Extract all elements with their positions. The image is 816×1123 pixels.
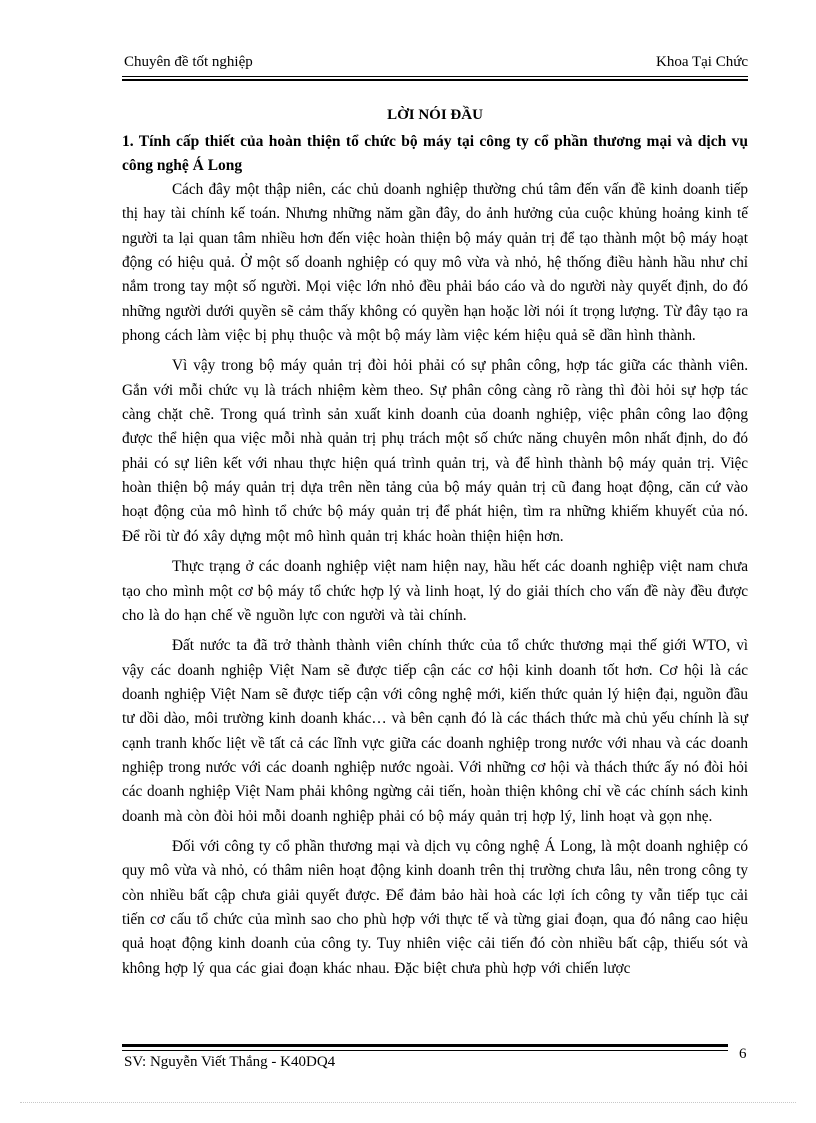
paragraph: Đối với công ty cổ phần thương mại và dịch vụ công nghệ Á Long, là một doanh nghiệp có quy mô vừa và nhỏ, có thâm niên hoạt động kinh doanh trên thị trường chưa lâu, nên trong công ty còn nhiều bất cập chưa giải quyết được. Để đảm bảo hài hoà các lợi ích công ty vẫn tiếp tục cải tiến cơ cấu tổ chức của mình sao cho phù hợp với thực tế và từng giai đoạn, qua đó nâng cao hiệu quả hoạt động kinh doanh của công ty. Tuy nhiên việc cải tiến đó còn nhiều bất cập, thiếu sót và không hợp lý qua các giai đoạn khác nhau. Đặc biệt chưa phù hợp với chiến lược	[122, 837, 748, 977]
header-rule-thick	[122, 79, 748, 81]
page-header	[122, 54, 748, 74]
header-right-text: Khoa Tại Chức	[656, 54, 748, 70]
footer-rule-thick	[122, 1044, 728, 1047]
footer-student-text: SV: Nguyễn Viết Thắng - K40DQ4	[124, 1054, 336, 1070]
page-number: 6	[739, 1046, 747, 1062]
header-rule-thin	[122, 76, 748, 77]
page-body	[122, 104, 748, 981]
paragraph: Cách đây một thập niên, các chủ doanh nghiệp thường chú tâm đến vấn đề kinh doanh tiếp thị hay tài chính kế toán. Nhưng những năm gần đây, do ảnh hưởng của cuộc khủng hoảng kinh tế người ta lại quan tâm nhiều hơn đến việc hoàn thiện bộ máy quản trị để tạo thành một bộ máy hoạt động có hiệu quả. Ở một số doanh nghiệp có quy mô vừa và nhỏ, hệ thống điều hành hầu như chỉ nắm trong tay một số người. Mọi việc lớn nhỏ đều phải báo cáo và do người này quyết định, do đó những người dưới quyền sẽ cảm thấy không có quyền hạn hoặc lời nói ít trọng lượng. Từ đây tạo ra phong cách làm việc bị phụ thuộc và một bộ máy làm việc kém hiệu quả sẽ dần hình thành.	[122, 181, 748, 345]
footer-rule-thin	[122, 1050, 728, 1051]
header-left-text: Chuyên đề tốt nghiệp	[124, 54, 253, 70]
page-bottom-dotted-line	[20, 1102, 796, 1103]
paragraph: Thực trạng ở các doanh nghiệp việt nam hiện nay, hầu hết các doanh nghiệp việt nam chưa tạo cho mình một cơ bộ máy tổ chức hợp lý và linh hoạt, lý do giải thích cho vấn đề này đều được cho là do hạn chế về nguồn lực con người và tài chính.	[122, 558, 748, 624]
section-heading: 1. Tính cấp thiết của hoàn thiện tổ chức bộ máy tại công ty cổ phần thương mại và dịch vụ công nghệ Á Long	[122, 133, 748, 174]
paragraph: Vì vậy trong bộ máy quản trị đòi hỏi phải có sự phân công, hợp tác giữa các thành viên. Gắn với mỗi chức vụ là trách nhiệm kèm theo. Sự phân công càng rõ ràng thì đòi hỏi sự hợp tác càng chặt chẽ. Trong quá trình sản xuất kinh doanh của doanh nghiệp, việc phân công lao động được thể hiện qua việc mỗi nhà quản trị phụ trách một số chức năng chuyên môn nhất định, do đó phải có sự liên kết với nhau thực hiện quá trình quản trị, và để hình thành bộ máy quản trị. Việc hoàn thiện bộ máy quản trị dựa trên nền tảng của bộ máy quản trị cũ đang hoạt động, căn cứ vào hoạt động của mô hình tổ chức bộ máy quản trị để phát hiện, tìm ra những khiếm khuyết của nó. Để rồi từ đó xây dựng một mô hình quản trị khác hoàn thiện hiện hơn.	[122, 357, 748, 545]
page-title: LỜI NÓI ĐẦU	[387, 107, 483, 123]
paragraph: Đất nước ta đã trở thành thành viên chính thức của tổ chức thương mại thế giới WTO, vì vậy các doanh nghiệp Việt Nam sẽ được tiếp cận các cơ hội kinh doanh tốt hơn. Cơ hội là các doanh nghiệp Việt Nam sẽ được tiếp cận với công nghệ mới, kiến thức quản lý hiện đại, nguồn đầu tư dồi dào, môi trường kinh doanh khác… và bên cạnh đó là các thách thức mà chủ yếu chính là sự cạnh tranh khốc liệt về tất cả các lĩnh vực giữa các doanh nghiệp trong nước với nhau và các doanh nghiệp trong nước với các doanh nghiệp nước ngoài. Với những cơ hội và thách thức ấy nó đòi hỏi các doanh nghiệp Việt Nam phải không ngừng cải tiến, hoàn thiện không chỉ về các chính sách kinh doanh mà còn đòi hỏi mỗi doanh nghiệp phải có bộ máy quản trị hợp lý, linh hoạt và gọn nhẹ.	[122, 637, 748, 825]
